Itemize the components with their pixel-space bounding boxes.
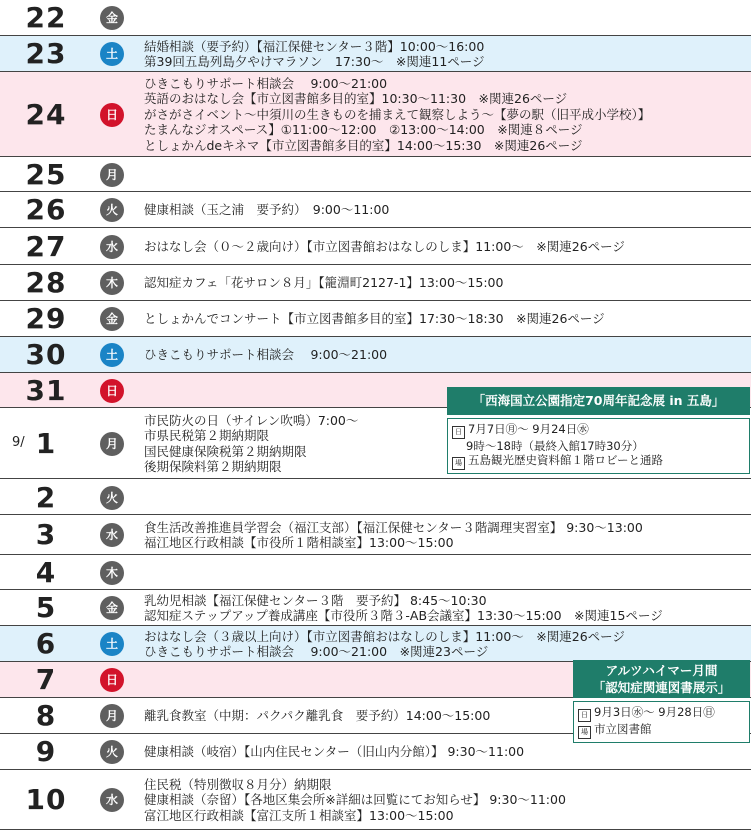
event-item: 福江地区行政相談【市役所１階相談室】13:00〜15:00 [144,535,454,550]
event-item: おはなし会（３歳以上向け）【市立図書館おはなしのしま】11:00〜 ※関連26ページ [144,628,625,644]
weekday-badge: 金 [100,307,124,331]
event-list [144,275,749,291]
calendar-icon: 日 [578,709,591,722]
weekday-badge: 火 [100,198,124,222]
calendar-row [0,301,751,337]
day-number: 1 [35,426,57,460]
calendar-row [0,590,751,626]
calendar-row [0,36,751,72]
day-number: 4 [35,555,57,589]
day-number: 26 [25,193,67,226]
weekday-badge: 金 [100,6,124,30]
event-item: ひきこもりサポート相談会 9:00〜21:00 [144,347,388,363]
day-number: 27 [25,229,67,263]
weekday-badge: 水 [100,523,124,547]
day-number: 6 [35,627,57,660]
weekday-badge: 水 [100,788,124,812]
alzheimer-month-subtitle: 「認知症関連図書展示」 [592,680,731,695]
alzheimer-month-place: 市立図書館 [594,722,652,736]
park-exhibition-notice [447,387,750,474]
event-list [144,593,749,624]
day-number: 25 [25,157,67,191]
calendar-row [0,555,751,590]
event-item: ひきこもりサポート相談会 9:00〜21:00 ※関連23ページ [144,644,489,659]
day-number: 10 [25,783,67,816]
event-item: 認知症ステップアップ養成講座【市役所３階３-AB会議室】13:30〜15:00 ※関連15ページ [144,608,663,623]
calendar-icon: 日 [452,426,465,439]
alzheimer-month-title: アルツハイマー月間 [605,663,718,678]
calendar-row [0,515,751,555]
event-item: 国民健康保険税第２期納期限 [144,443,307,459]
day-number: 30 [25,338,67,371]
day-number: 29 [25,302,67,335]
day-number: 9 [35,735,57,768]
weekday-badge: 月 [100,432,124,456]
weekday-badge: 火 [100,486,124,510]
day-number: 8 [35,699,57,732]
place-icon: 場 [452,457,465,470]
calendar-row [0,72,751,157]
day-number: 23 [25,37,67,70]
weekday-badge: 金 [100,596,124,620]
event-item: 住民税（特別徴収８月分）納期限 [144,776,332,792]
event-item: 後期保険料第２期納期限 [144,459,282,474]
day-number: 28 [25,266,67,299]
event-list [144,520,749,551]
event-list [144,76,749,154]
park-exhibition-title: 「西海国立公園指定70周年記念展 in 五島」 [447,387,750,415]
event-item: 結婚相談（要予約）【福江保健センター３階】10:00〜16:00 [144,38,485,54]
calendar-row [0,157,751,192]
event-list [144,777,749,824]
calendar-row [0,337,751,373]
day-number: 31 [25,373,67,407]
event-item: おはなし会（０〜２歳向け）【市立図書館おはなしのしま】11:00〜 ※関連26ページ [144,238,625,254]
event-list [144,347,749,363]
alzheimer-month-notice [573,660,750,743]
calendar-row [0,192,751,228]
calendar-row [0,480,751,515]
event-item: がさがさイベント〜中須川の生きものを捕まえて観察しよう〜【夢の駅（旧平成小学校）】 [144,106,651,122]
place-icon: 場 [578,726,591,739]
park-exhibition-place: 五島観光歴史資料館１階ロビーと通路 [468,453,664,467]
event-item: 健康相談（奈留）【各地区集会所※詳細は回覧にてお知らせ】 9:30〜11:00 [144,792,566,808]
alzheimer-month-date: 9月3日㊌〜 9月28日㊐ [594,705,715,719]
calendar-row [0,228,751,265]
event-item: 健康相談（岐宿）【山内住民センター（旧山内分館）】 9:30〜11:00 [144,744,525,760]
event-item: 富江地区行政相談【富江支所１相談室】13:00〜15:00 [144,807,454,823]
month-prefix: 9/ [12,434,25,450]
weekday-badge: 日 [100,379,124,403]
calendar-row [0,626,751,662]
weekday-badge: 土 [100,42,124,66]
day-number: 2 [35,480,57,514]
calendar-row [0,265,751,301]
event-list [144,239,749,255]
weekday-badge: 土 [100,343,124,367]
event-item: 離乳食教室（中期：パクパク離乳食 要予約）14:00〜15:00 [144,708,491,724]
event-list [144,311,749,327]
event-item: 市県民税第２期納期限 [144,428,270,443]
event-list [144,744,749,760]
event-item: としょかんdeキネマ【市立図書館多目的室】14:00〜15:30 ※関連26ページ [144,137,583,153]
event-item: 認知症カフェ「花サロン８月」【籠淵町2127-1】13:00〜15:00 [144,275,504,291]
event-list [144,629,749,660]
weekday-badge: 水 [100,235,124,259]
event-list [144,39,749,70]
calendar-row [0,770,751,830]
event-item: 食生活改善推進員学習会（福江支部）【福江保健センター３階調理実習室】 9:30〜13:00 [144,519,643,535]
weekday-badge: 火 [100,740,124,764]
weekday-badge: 木 [100,561,124,585]
event-item: 市民防火の日（サイレン吹鳴）7:00〜 [144,412,359,428]
day-number: 22 [25,1,67,34]
event-item: 第39回五島列島夕やけマラソン 17:30〜 ※関連11ページ [144,54,485,69]
day-number: 7 [35,663,57,696]
day-number: 24 [25,97,67,131]
weekday-badge: 月 [100,163,124,187]
event-item: 乳幼児相談【福江保健センター３階 要予約】 8:45〜10:30 [144,592,487,608]
event-item: 健康相談（玉之浦 要予約） 9:00〜11:00 [144,202,390,218]
event-item: としょかんでコンサート【市立図書館多目的室】17:30〜18:30 ※関連26ページ [144,311,605,327]
event-item: ひきこもりサポート相談会 9:00〜21:00 [144,75,388,91]
event-item: 英語のおはなし会【市立図書館多目的室】10:30〜11:30 ※関連26ページ [144,91,568,107]
weekday-badge: 月 [100,704,124,728]
park-exhibition-date: 7月7日㊊〜 9月24日㊌ [468,422,589,436]
calendar-row [0,0,751,36]
day-number: 5 [35,591,57,624]
weekday-badge: 木 [100,271,124,295]
weekday-badge: 日 [100,668,124,692]
day-number: 3 [35,518,57,551]
weekday-badge: 日 [100,103,124,127]
park-exhibition-hours: 9時〜18時（最終入館17時30分） [466,439,644,453]
event-list [144,202,749,218]
weekday-badge: 土 [100,632,124,656]
event-item: たまんなジオスペース】①11:00〜12:00 ②13:00〜14:00 ※関連８ページ [144,122,583,138]
